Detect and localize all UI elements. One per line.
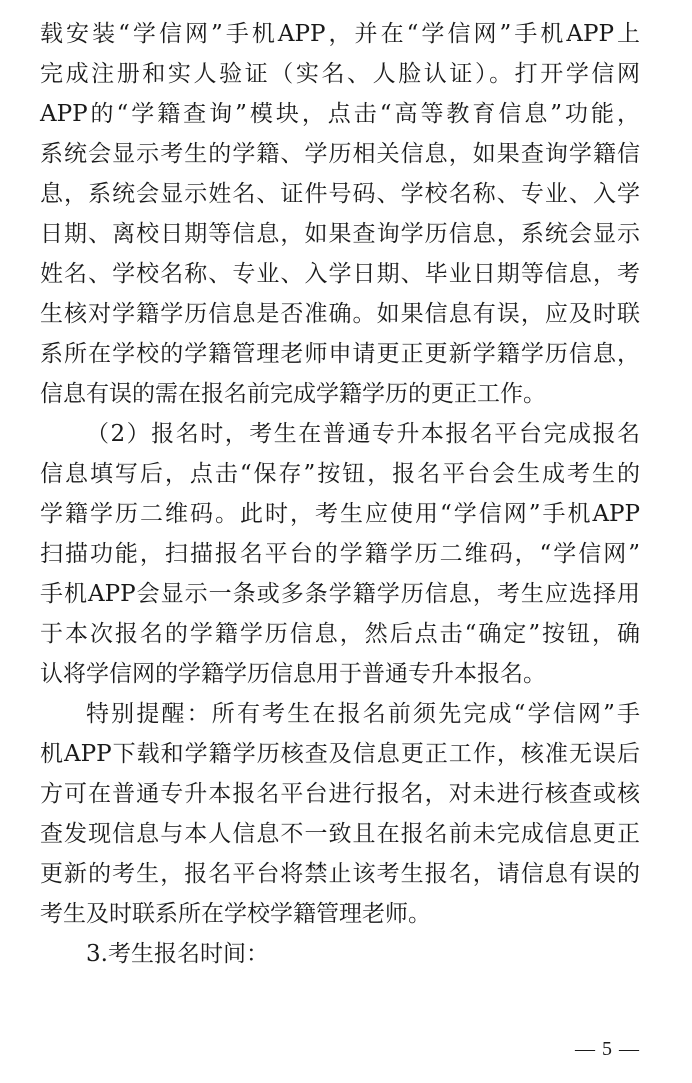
text-line: 完成注册和实人验证（实名、人脸认证）。打开学信网 (40, 61, 640, 87)
paragraph-special-reminder (40, 694, 640, 934)
text-line: 机APP下载和学籍学历核查及信息更正工作，核准无误后 (40, 741, 640, 767)
text-line: 系所在学校的学籍管理老师申请更正更新学籍学历信息， (40, 341, 640, 367)
text-line: 更新的考生，报名平台将禁止该考生报名，请信息有误的 (40, 861, 640, 887)
section-heading-registration-time (40, 934, 640, 974)
text-line: 生核对学籍学历信息是否准确。如果信息有误，应及时联 (40, 301, 640, 327)
text-line: 息，系统会显示姓名、证件号码、学校名称、专业、入学 (40, 181, 640, 207)
text-line: 方可在普通专升本报名平台进行报名，对未进行核查或核 (40, 781, 640, 807)
document-page (40, 14, 640, 974)
text-line: 扫描功能，扫描报名平台的学籍学历二维码，“学信网” (40, 541, 640, 567)
text-line: 查发现信息与本人信息不一致且在报名前未完成信息更正 (40, 821, 640, 847)
text-line: 信息有误的需在报名前完成学籍学历的更正工作。 (40, 381, 546, 407)
text-line: 考生及时联系所在学校学籍管理老师。 (40, 901, 431, 927)
page-number: — 5 — (575, 1038, 640, 1060)
text-line: （2）报名时，考生在普通专升本报名平台完成报名 (86, 421, 640, 447)
text-line: 姓名、学校名称、专业、入学日期、毕业日期等信息，考 (40, 261, 640, 287)
text-line: 信息填写后，点击“保存”按钮，报名平台会生成考生的 (40, 461, 640, 487)
text-line: 于本次报名的学籍学历信息，然后点击“确定”按钮，确 (40, 621, 640, 647)
text-line: 手机APP会显示一条或多条学籍学历信息，考生应选择用 (40, 581, 640, 607)
text-line: 日期、离校日期等信息，如果查询学历信息，系统会显示 (40, 221, 640, 247)
text-line: 特别提醒：所有考生在报名前须先完成“学信网”手 (86, 701, 640, 727)
paragraph-continuation (40, 14, 640, 414)
text-line: 3.考生报名时间： (86, 941, 269, 967)
text-line: 系统会显示考生的学籍、学历相关信息，如果查询学籍信 (40, 141, 640, 167)
paragraph-registration-step-2 (40, 414, 640, 694)
text-line: 载安装“学信网”手机APP，并在“学信网”手机APP上 (40, 21, 640, 47)
text-line: 学籍学历二维码。此时，考生应使用“学信网”手机APP (40, 501, 640, 527)
text-line: APP的“学籍查询”模块，点击“高等教育信息”功能， (40, 101, 640, 127)
text-line: 认将学信网的学籍学历信息用于普通专升本报名。 (40, 661, 546, 687)
